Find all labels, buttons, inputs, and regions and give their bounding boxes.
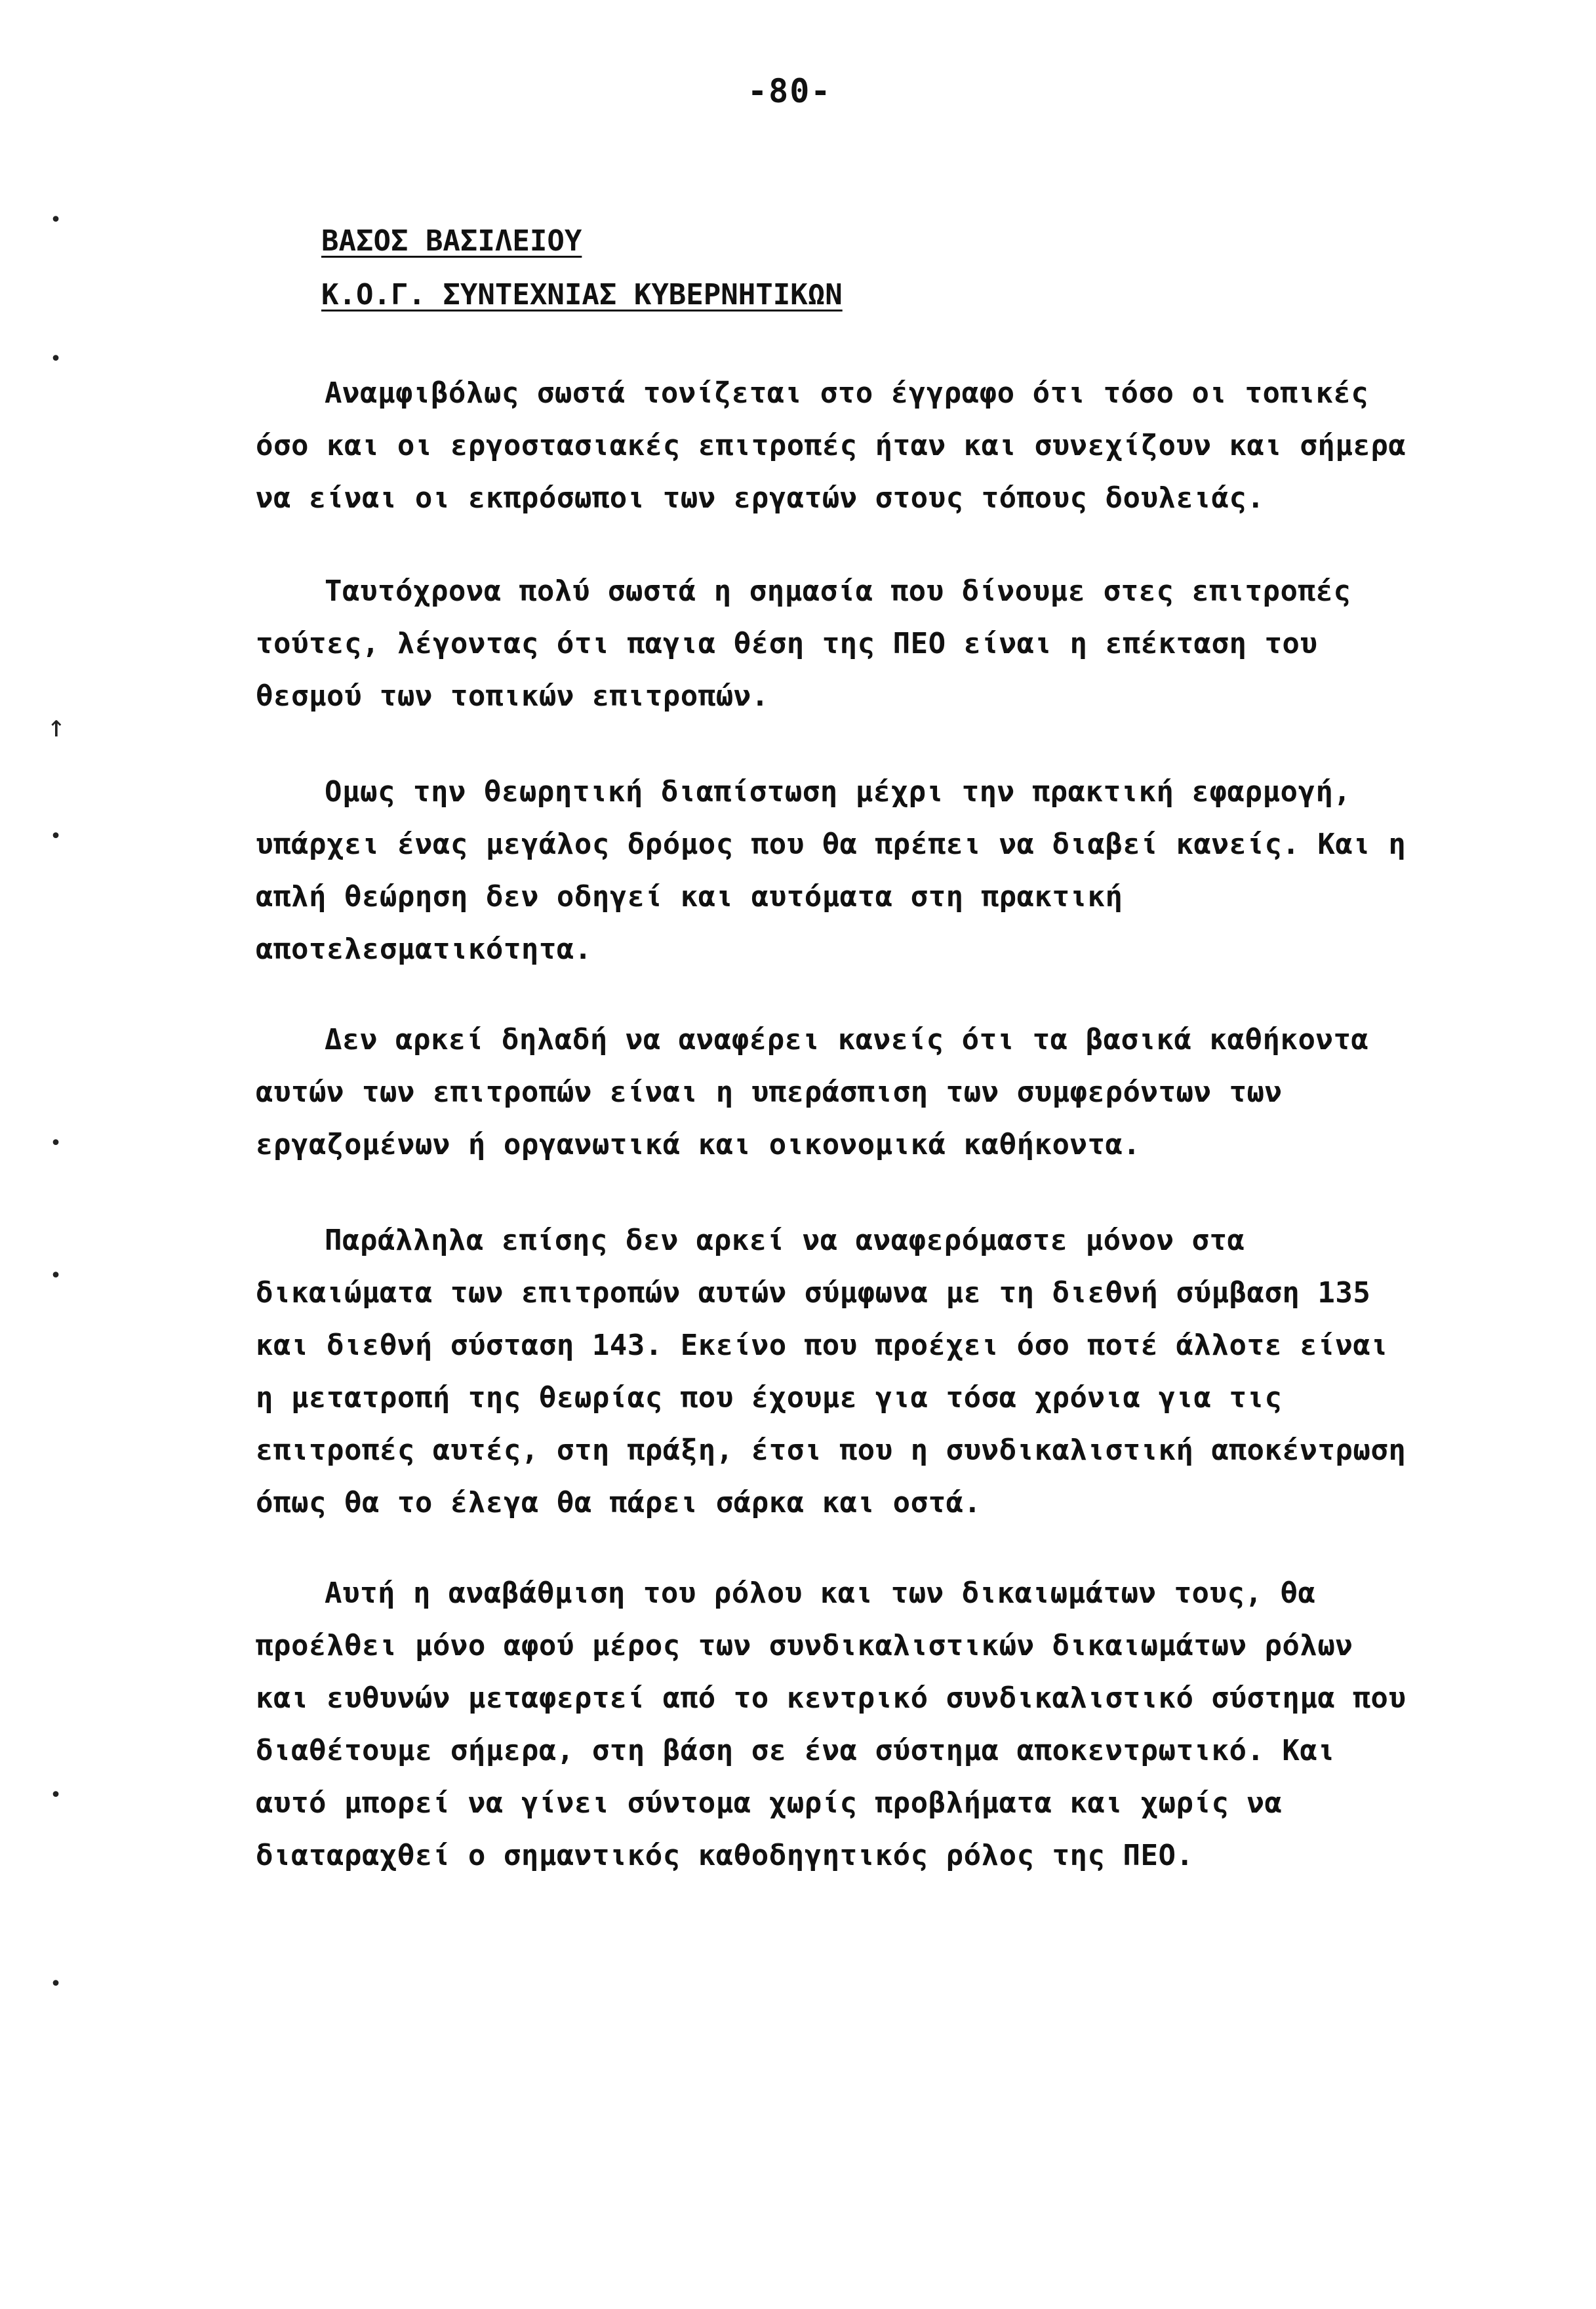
paragraph-4 bbox=[256, 1014, 1369, 1171]
author-organization: Κ.Ο.Γ. ΣΥΝΤΕΧΝΙΑΣ ΚΥΒΕΡΝΗΤΙΚΩΝ bbox=[321, 278, 843, 311]
paragraph-line: αυτών των επιτροπών είναι η υπεράσπιση των συμφερόντων των bbox=[256, 1075, 1283, 1109]
paragraph-1 bbox=[256, 367, 1406, 525]
scan-mark: ↑ bbox=[47, 708, 66, 744]
paragraph-line: και διεθνή σύσταση 143. Εκείνο που προέχει όσο ποτέ άλλοτε είναι bbox=[256, 1329, 1389, 1362]
paragraph-line: η μετατροπή της θεωρίας που έχουμε για τόσα χρόνια για τις bbox=[256, 1381, 1283, 1415]
paragraph-line: Ομως την θεωρητική διαπίστωση μέχρι την πρακτική εφαρμογή, bbox=[325, 775, 1351, 809]
paragraph-line: Δεν αρκεί δηλαδή να αναφέρει κανείς ότι τα βασικά καθήκοντα bbox=[325, 1023, 1369, 1056]
author-name: ΒΑΣΟΣ ΒΑΣΙΛΕΙΟΥ bbox=[321, 224, 582, 258]
paragraph-line: υπάρχει ένας μεγάλος δρόμος που θα πρέπει να διαβεί κανείς. Και η bbox=[256, 828, 1406, 861]
paragraph-line: επιτροπές αυτές, στη πράξη, έτσι που η συνδικαλιστική αποκέντρωση bbox=[256, 1434, 1406, 1467]
paragraph-line: και ευθυνών μεταφερτεί από το κεντρικό συνδικαλιστικό σύστημα που bbox=[256, 1681, 1406, 1715]
paragraph-line: θεσμού των τοπικών επιτροπών. bbox=[256, 679, 769, 713]
paragraph-line: τούτες, λέγοντας ότι παγια θέση της ΠΕΟ είναι η επέκταση του bbox=[256, 627, 1318, 660]
paragraph-line: Αναμφιβόλως σωστά τονίζεται στο έγγραφο ότι τόσο οι τοπικές bbox=[325, 376, 1369, 410]
paragraph-line: Ταυτόχρονα πολύ σωστά η σημασία που δίνουμε στες επιτροπές bbox=[325, 574, 1351, 608]
scan-mark: • bbox=[50, 825, 62, 848]
paragraph-line: Παράλληλα επίσης δεν αρκεί να αναφερόμαστε μόνον στα bbox=[325, 1224, 1245, 1257]
paragraph-5 bbox=[256, 1215, 1406, 1529]
paragraph-line: Αυτή η αναβάθμιση του ρόλου και των δικαιωμάτων τους, θα bbox=[325, 1576, 1316, 1610]
paragraph-6 bbox=[256, 1567, 1406, 1882]
scan-mark: • bbox=[50, 209, 62, 231]
scan-mark: • bbox=[50, 1784, 62, 1807]
scan-mark: • bbox=[50, 348, 62, 371]
scan-mark: • bbox=[50, 1132, 62, 1155]
paragraph-line: αυτό μπορεί να γίνει σύντομα χωρίς προβλήματα και χωρίς να bbox=[256, 1786, 1283, 1820]
paragraph-3 bbox=[256, 766, 1406, 976]
scan-mark: • bbox=[50, 1264, 62, 1287]
paragraph-line: να είναι οι εκπρόσωποι των εργατών στους τόπους δουλειάς. bbox=[256, 481, 1265, 515]
paragraph-line: αποτελεσματικότητα. bbox=[256, 933, 592, 966]
paragraph-line: προέλθει μόνο αφού μέρος των συνδικαλιστικών δικαιωμάτων ρόλων bbox=[256, 1629, 1353, 1662]
paragraph-line: εργαζομένων ή οργανωτικά και οικονομικά καθήκοντα. bbox=[256, 1128, 1141, 1161]
paragraph-line: δικαιώματα των επιτροπών αυτών σύμφωνα με τη διεθνή σύμβαση 135 bbox=[256, 1276, 1371, 1310]
paragraph-line: όσο και οι εργοστασιακές επιτροπές ήταν και συνεχίζουν και σήμερα bbox=[256, 429, 1406, 462]
scan-mark: • bbox=[50, 1973, 62, 1996]
paragraph-line: απλή θεώρηση δεν οδηγεί και αυτόματα στη πρακτική bbox=[256, 880, 1123, 914]
paragraph-line: διαθέτουμε σήμερα, στη βάση σε ένα σύστημα αποκεντρωτικό. Και bbox=[256, 1734, 1336, 1767]
paragraph-line: διαταραχθεί ο σημαντικός καθοδηγητικός ρόλος της ΠΕΟ. bbox=[256, 1839, 1194, 1872]
page-number: -80- bbox=[748, 72, 832, 110]
paragraph-line: όπως θα το έλεγα θα πάρει σάρκα και οστά. bbox=[256, 1486, 982, 1519]
paragraph-2 bbox=[256, 565, 1357, 723]
